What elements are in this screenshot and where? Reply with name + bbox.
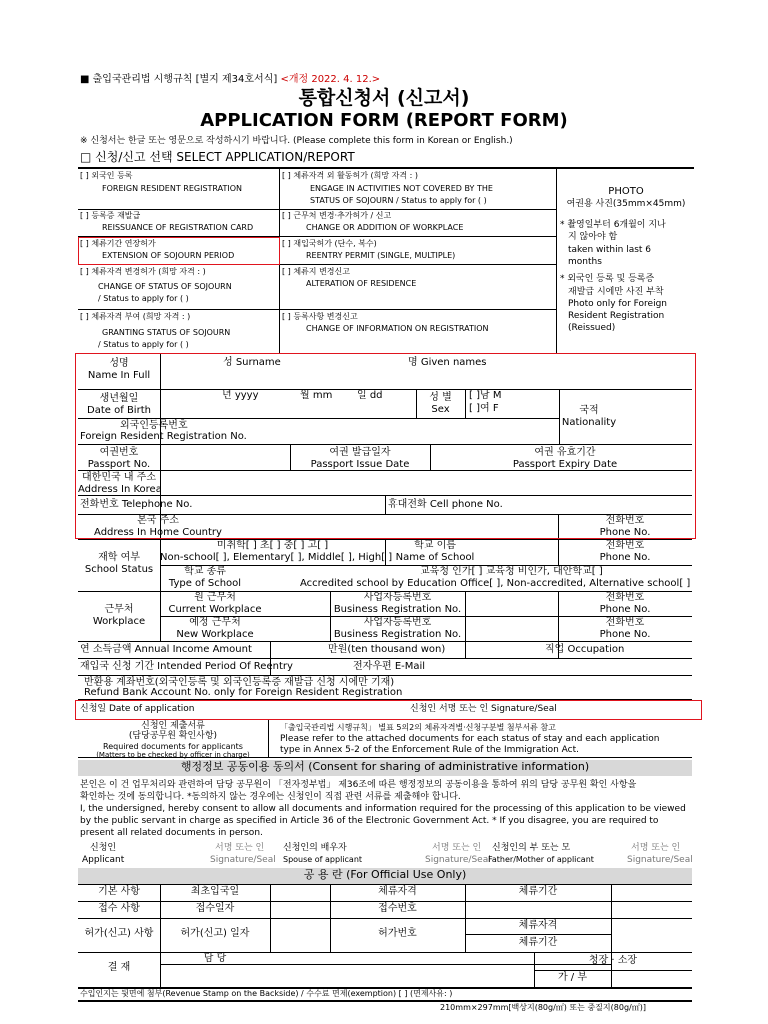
school-phone-label: 전화번호 Phone No. [599, 540, 651, 563]
checkbox[interactable]: [ ] [282, 267, 291, 276]
permit-period-label: 체류기간 [518, 937, 558, 948]
highlight-extension-option [78, 237, 280, 265]
surname-field[interactable]: 성 Surname [223, 357, 281, 368]
required-documents-note-2: type in Annex 5-2 of the Enforcement Rule of the Immigration Act. [280, 745, 580, 755]
official-use-heading: 공 용 란 (For Official Use Only) [303, 868, 467, 881]
school-level-options[interactable]: 미취학[ ] 초[ ] 중[ ] 고[ ] Non-school[ ], Elementary[ ], Middle[ ], High[ ] [160, 540, 393, 563]
current-workplace-label: 원 근무처 Current Workplace [168, 592, 262, 615]
language-note: ※ 신청서는 한글 또는 영문으로 작성하시기 바랍니다. (Please complete this form in Korean or English.) [80, 136, 513, 146]
option-reentry-permit[interactable]: [ ] 재입국허가 (단수, 복수) REENTRY PERMIT (SINGLE, MULTIPLE) [282, 239, 456, 260]
regulation-label: ■ 출입국관리법 시행규칙 [별지 제34호서식] <개정 2022. 4. 12.> [80, 74, 381, 85]
workplace-label: 근무처 Workplace [92, 604, 146, 627]
nationality-label: 국적 Nationality [561, 405, 617, 428]
school-status-label: 재학 여부 School Status [84, 552, 154, 575]
email-label: 전자우편 E-Mail [353, 661, 426, 672]
photo-area[interactable]: PHOTO 여권용 사진(35mm×45mm) * 촬영일부터 6개월이 지나 지 않아야 함 taken within last 6 months * 외국인 등록 및 등록증 재발급 시에만 사진 부착 Photo only for Foreign Resident Registration (Reissued) [560, 186, 686, 333]
given-names-field[interactable]: 명 Given names [408, 357, 487, 368]
checkbox[interactable]: [ ] [80, 267, 89, 276]
consent-text-4: by the public servant in charge as specified in Article 36 of the Electronic Government Act. * If you disagree, you are required to [80, 816, 659, 826]
option-activities-not-covered[interactable]: [ ] 체류자격 외 활동허가 (희망 자격 : ) ENGAGE IN ACTIVITIES NOT COVERED BY THE STATUS OF SOJOURN / Status to apply for ( ) [282, 171, 493, 205]
checkbox[interactable]: [ ] [282, 312, 291, 321]
refund-account-label: Refund Bank Account No. only for Foreign Resident Registration [84, 687, 403, 698]
cell-phone-label: 휴대전화 Cell phone No. [388, 499, 503, 510]
form-title-korean: 통합신청서 (신고서) [298, 87, 470, 109]
chief-label: 청장 · 소장 [588, 955, 638, 966]
revenue-stamp-note: 수입인지는 뒷면에 첨부(Revenue Stamp on the Backside) / 수수료 면제(exemption) [ ] (면제사유: ) [80, 989, 453, 998]
option-reissuance-registration-card[interactable]: [ ] 등록증 재발급 REISSUANCE OF REGISTRATION CARD [80, 211, 254, 232]
highlight-personal-info [75, 353, 696, 539]
permit-label: 허가(신고) 사항 [84, 928, 154, 939]
checkbox[interactable]: [ ] [282, 171, 291, 180]
school-type-label: 학교 종류 Type of School [168, 566, 242, 589]
reception-number-label: 접수번호 [378, 903, 417, 914]
consent-heading: 행정정보 공동이용 동의서 (Consent for sharing of administrative information) [180, 760, 590, 773]
consent-text-2: 확인하는 것에 동의합니다. *동의하지 않는 경우에는 신청인이 직접 관련 서류를 제출해야 합니다. [80, 792, 461, 802]
revision-date: <개정 2022. 4. 12.> [280, 74, 381, 85]
status-of-stay-label: 체류자격 [378, 886, 417, 897]
permit-status-label: 체류자격 [518, 920, 558, 931]
frn-label-ko: 외국인등록번호 [120, 420, 188, 431]
option-change-information-registration[interactable]: [ ] 등록사항 변경신고 CHANGE OF INFORMATION ON REGISTRATION [282, 312, 489, 333]
new-business-reg-label: 사업자등록번호 Business Registration No. [333, 617, 462, 640]
birth-year-field[interactable]: 년 yyyy [222, 390, 259, 401]
accreditation-options-ko[interactable]: 교육청 인가[ ] 교육청 비인가, 대안학교[ ] [420, 566, 603, 577]
option-alteration-residence[interactable]: [ ] 체류지 변경신고 ALTERATION OF RESIDENCE [282, 267, 417, 288]
required-documents-label: 신청인 제출서류 (담당공무원 확인사항) Required documents for applicants (Matters to be checked by officer in charge) [96, 721, 250, 759]
home-phone-label: 전화번호 Phone No. [599, 515, 651, 538]
required-documents-note: Please refer to the attached documents for each status of stay and each application [280, 734, 660, 744]
sex-female-checkbox[interactable]: [ ]여 F [469, 403, 499, 414]
consent-text-1: 본인은 이 건 업무처리와 관련하여 담당 공무원이 「전자정부법」 제36조에 따른 행정정보의 공동이용을 통하여 위의 담당 공무원 확인 사항을 [80, 780, 637, 790]
first-entry-date-label: 최초입국일 [190, 886, 240, 897]
reentry-period-label: 재입국 신청 기간 Intended Period Of Reentry [80, 661, 293, 672]
officer-in-charge-label: 담 당 [203, 953, 227, 964]
option-granting-status-sojourn[interactable]: [ ] 체류자격 부여 (희망 자격 : ) GRANTING STATUS OF SOJOURN / Status to apply for ( ) [80, 312, 231, 349]
school-name-label: 학교 이름 Name of School [395, 540, 475, 563]
passport-no-label: 여권번호 Passport No. [87, 447, 151, 470]
permit-number-label: 허가번호 [378, 928, 417, 939]
birth-day-field[interactable]: 일 dd [357, 390, 383, 401]
select-application-heading: □ 신청/신고 선택 SELECT APPLICATION/REPORT [80, 150, 355, 164]
occupation-label: 직업 Occupation [545, 644, 625, 655]
consent-text-3: I, the undersigned, hereby consent to allow all documents and information required for the processing of this application to be viewed [80, 804, 686, 814]
annual-income-label: 연 소득금액 Annual Income Amount [80, 644, 252, 655]
telephone-label: 전화번호 Telephone No. [80, 499, 193, 510]
decision-label: 결 재 [107, 962, 131, 973]
sex-label: 성 별 Sex [429, 392, 452, 415]
option-extension-sojourn-period[interactable]: [ ] 체류기간 연장허가 EXTENSION OF SOJOURN PERIOD [80, 239, 235, 260]
period-of-stay-label: 체류기간 [518, 886, 558, 897]
required-documents-note-ko: 「출입국관리법 시행규칙」 별표 5의2의 체류자격별·신청구분별 첨부서류 참고 [280, 723, 556, 732]
applicant-signature-field[interactable]: 신청인 서명 또는 인 Signature/Seal [410, 704, 557, 714]
refund-account-label-ko: 반환용 계좌번호(외국인등록 및 외국인등록증 재발급 신청 시에만 기재) [84, 677, 395, 688]
address-korea-label: 대한민국 내 주소 Address In Korea [78, 472, 162, 495]
permit-date-label: 허가(신고) 일자 [180, 928, 250, 939]
name-label: 성명 Name In Full [87, 358, 151, 381]
application-date-field[interactable]: 신청일 Date of application [80, 704, 195, 714]
option-change-status-sojourn[interactable]: [ ] 체류자격 변경허가 (희망 자격 : ) CHANGE OF STATUS OF SOJOURN / Status to apply for ( ) [80, 267, 232, 303]
consent-signatures[interactable]: 신청인 Applicant 서명 또는 인 Signature/Seal 신청인의 배우자 Spouse of applicant 서명 또는 인 Signature/Seal 신청인의 부 또는 모 Father/Mother of applicant 서명 또는 인 Signature/Seal [82, 843, 693, 865]
paper-size-note: 210mm×297mm[백상지(80g/㎡) 또는 중질지(80g/㎡)] [440, 1003, 646, 1012]
highlight-date-signature [75, 700, 702, 720]
checkbox[interactable]: [ ] [282, 211, 291, 220]
consent-text-5: present all related documents in person. [80, 828, 263, 838]
checkbox[interactable]: [ ] [282, 239, 291, 248]
checkbox[interactable]: [ ] [80, 211, 89, 220]
reception-date-label: 접수일자 [195, 903, 235, 914]
form-title-english: APPLICATION FORM (REPORT FORM) [200, 110, 568, 131]
dob-label: 생년월일 Date of Birth [87, 393, 151, 416]
sex-male-checkbox[interactable]: [ ]남 M [469, 390, 502, 401]
current-workplace-phone-label: 전화번호 Phone No. [599, 592, 651, 615]
approval-yes-no[interactable]: 가 / 부 [557, 972, 588, 983]
accreditation-options[interactable]: Accredited school by Education Office[ ], Non-accredited, Alternative school[ ] [300, 578, 691, 589]
home-address-label: 본국 주소 Address In Home Country [94, 515, 222, 538]
income-unit-label: 만원(ten thousand won) [328, 644, 446, 655]
new-workplace-label: 예정 근무처 New Workplace [176, 617, 254, 640]
current-business-reg-label: 사업자등록번호 Business Registration No. [333, 592, 462, 615]
checkbox[interactable]: [ ] [80, 312, 89, 321]
passport-expiry-date-label: 여권 유효기간 Passport Expiry Date [512, 447, 618, 470]
option-change-addition-workplace[interactable]: [ ] 근무처 변경·추가허가 / 신고 CHANGE OR ADDITION OF WORKPLACE [282, 211, 464, 232]
passport-issue-date-label: 여권 발급일자 Passport Issue Date [310, 447, 410, 470]
basic-info-label: 기본 사항 [98, 886, 140, 897]
checkbox[interactable]: [ ] [80, 239, 89, 248]
checkbox[interactable]: [ ] [80, 171, 89, 180]
option-foreign-resident-registration[interactable]: [ ] 외국인 등록 FOREIGN RESIDENT REGISTRATION [80, 171, 243, 193]
frn-label: Foreign Resident Registration No. [80, 431, 247, 442]
new-workplace-phone-label: 전화번호 Phone No. [599, 617, 651, 640]
birth-month-field[interactable]: 월 mm [300, 390, 333, 401]
reception-label: 접수 사항 [98, 903, 140, 914]
